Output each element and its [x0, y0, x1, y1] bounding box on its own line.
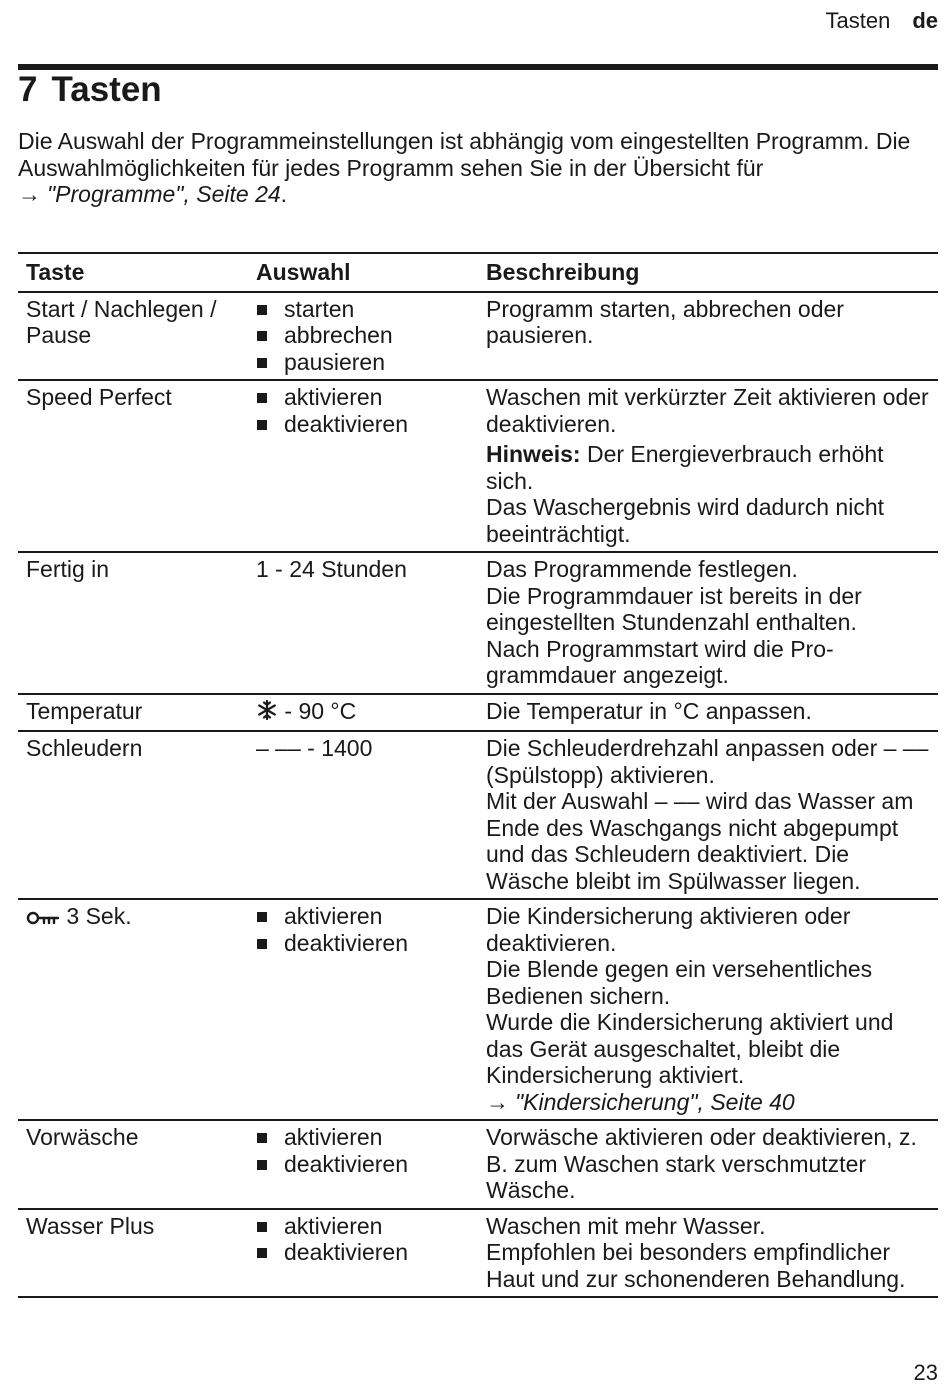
reference-paragraph: [486, 1089, 930, 1116]
desc-text: Das Programmende festlegen.: [486, 556, 798, 582]
table-row: [18, 694, 938, 732]
cell-beschreibung: [478, 1209, 938, 1298]
option-item: aktivieren: [256, 1213, 470, 1240]
option-item: aktivieren: [256, 384, 470, 411]
option-item: deaktivieren: [256, 411, 470, 438]
table-row: [18, 380, 938, 552]
table-row: [18, 292, 938, 381]
cell-beschreibung: [478, 1120, 938, 1209]
desc-text: Die Schleuderdrehzahl anpassen oder – –– (Spülstopp) aktivieren.: [486, 735, 929, 788]
desc-text: Nach Programmstart wird die Programmdauer angezeigt.: [486, 635, 834, 688]
desc-text: Empfohlen bei besonders empfindlicher Haut und zur schonenderen Behandlung.: [486, 1239, 906, 1292]
option-item: deaktivieren: [256, 1151, 470, 1178]
cell-auswahl: [248, 292, 478, 381]
desc-text: Mit der Auswahl – –– wird das Wasser am Ende des Waschgangs nicht abgepumpt und das Schleudern deaktiviert. Die Wäsche bleibt im Spülwasser liegen.: [486, 788, 914, 894]
note-text: Der Energieverbrauch erhöht sich.: [486, 441, 884, 494]
option-item: aktivieren: [256, 903, 470, 930]
cell-auswahl: [248, 899, 478, 1120]
cell-beschreibung: [478, 552, 938, 694]
cell-beschreibung: [478, 731, 938, 899]
page-title: [18, 70, 162, 110]
intro-paragraph: [18, 128, 933, 208]
intro-reference-link[interactable]: "Programme", Seite 24: [47, 181, 281, 207]
desc-text: Programm starten, abbrechen oder pausieren.: [486, 295, 844, 348]
running-header: [825, 8, 938, 34]
temperature-range: - 90 °C: [278, 697, 357, 724]
table-row: [18, 552, 938, 694]
arrow-right-icon: →: [18, 181, 41, 207]
cell-auswahl: [248, 380, 478, 552]
option-item: deaktivieren: [256, 930, 470, 957]
desc-text: Vorwäsche aktivieren oder deaktivieren, z. B. zum Waschen stark verschmutzter Wäsche.: [486, 1124, 917, 1204]
col-header-beschreibung: Beschreibung: [478, 253, 938, 292]
arrow-right-icon: →: [486, 1088, 509, 1115]
cell-taste: Speed Perfect: [26, 384, 172, 410]
cell-beschreibung: [478, 694, 938, 732]
cell-beschreibung: [478, 292, 938, 381]
desc-text: Waschen mit verkürzter Zeit aktivieren oder deaktivieren.: [486, 384, 929, 437]
note-paragraph: [486, 441, 930, 494]
cell-auswahl: – –– - 1400: [256, 735, 373, 762]
option-item: pausieren: [256, 349, 470, 376]
cell-taste: Temperatur: [26, 697, 143, 724]
cell-auswahl: [248, 694, 478, 732]
desc-text: Die Kindersicherung aktivieren oder deaktivieren.: [486, 903, 851, 956]
header-language: de: [912, 8, 938, 33]
intro-text: Die Auswahl der Programmeinstellungen ist abhängig vom eingestellten Programm. Die Auswahlmöglichkeiten für jedes Programm sehen Sie in der Übersicht für: [18, 128, 911, 181]
col-header-auswahl: Auswahl: [248, 253, 478, 292]
table-row: [18, 731, 938, 899]
col-header-taste: Taste: [18, 253, 248, 292]
desc-text: Die Temperatur in °C anpassen.: [486, 697, 812, 724]
cell-taste: Vorwäsche: [26, 1124, 139, 1151]
table-row: [18, 1120, 938, 1209]
table-row: [18, 899, 938, 1120]
desc-text: Die Blende gegen ein versehentliches Bedienen sichern.: [486, 956, 873, 1009]
desc-text: Das Waschergebnis wird dadurch nicht beeinträchtigt.: [486, 494, 884, 547]
cell-taste: Fertig in: [26, 556, 110, 582]
buttons-table: [18, 252, 938, 1298]
intro-ref-end: .: [280, 181, 288, 207]
cell-auswahl: [248, 1209, 478, 1298]
cell-taste: Start / Nachlegen / Pause: [26, 295, 217, 348]
note-label: Hinweis:: [486, 441, 581, 467]
chapter-number: 7: [18, 70, 38, 109]
cell-taste: [18, 899, 248, 1120]
kindersicherung-reference-link[interactable]: "Kindersicherung", Seite 40: [515, 1088, 795, 1115]
desc-text: Wurde die Kindersicherung aktiviert und das Gerät ausgeschaltet, bleibt die Kindersicherung aktiviert.: [486, 1009, 894, 1089]
page-number: 23: [913, 1360, 938, 1385]
header-section: Tasten: [825, 8, 891, 33]
option-item: abbrechen: [256, 322, 470, 349]
chapter-title: Tasten: [51, 70, 162, 109]
table-row: [18, 1209, 938, 1298]
table-header-row: [18, 253, 938, 292]
cell-beschreibung: [478, 380, 938, 552]
snowflake-icon: [256, 699, 278, 727]
key-icon: [26, 905, 60, 932]
desc-text: Die Programmdauer ist bereits in der eingestellten Stundenzahl enthalten.: [486, 582, 862, 635]
option-item: deaktivieren: [256, 1239, 470, 1266]
taste-label: 3 Sek.: [60, 903, 132, 930]
cell-auswahl: 1 - 24 Stunden: [256, 556, 407, 582]
option-item: aktivieren: [256, 1124, 470, 1151]
cell-beschreibung: [478, 899, 938, 1120]
option-item: starten: [256, 296, 470, 323]
cell-auswahl: [248, 1120, 478, 1209]
cell-taste: Schleudern: [26, 735, 143, 762]
desc-text: Waschen mit mehr Wasser.: [486, 1212, 766, 1239]
cell-taste: Wasser Plus: [26, 1212, 155, 1239]
